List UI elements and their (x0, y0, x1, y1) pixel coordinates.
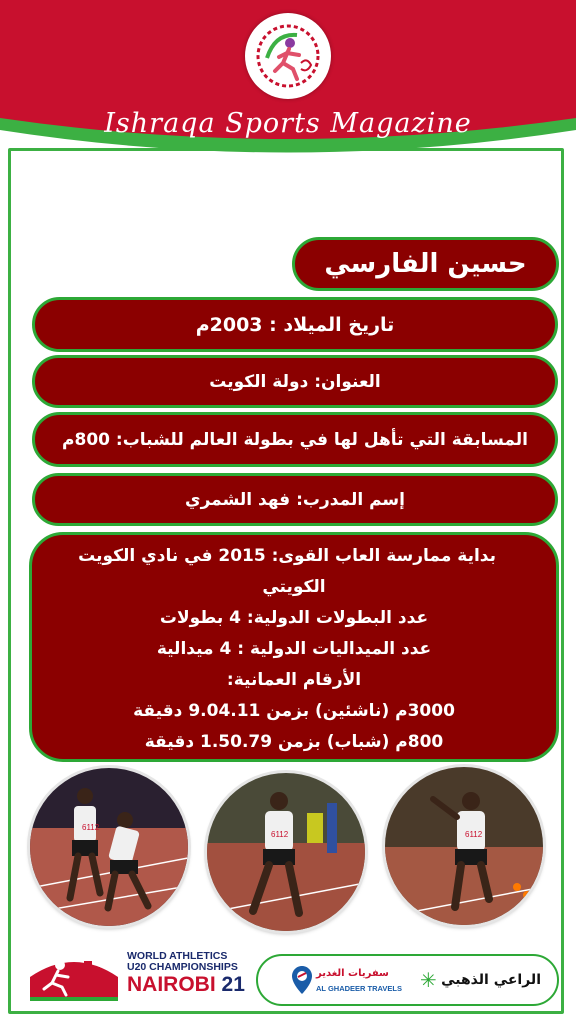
athlete-photo-1 (30, 768, 188, 926)
career-start: بداية ممارسة العاب القوى: 2015 في نادي الكويت (78, 546, 496, 566)
career-info-box (29, 532, 559, 762)
athlete-photo-3 (385, 767, 543, 925)
bib-number-2: 6112 (271, 830, 289, 839)
athlete-photo-2 (207, 773, 365, 931)
bib-number-3: 6112 (465, 830, 483, 839)
birth-date: تاريخ الميلاد : 2003م (32, 297, 558, 352)
location-pin-icon (292, 966, 312, 996)
record-3000: 3000م (ناشئين) بزمن 9.04.11 دقيقة (133, 701, 455, 721)
wa-city-line (127, 973, 245, 997)
travel-name-ar: سفريات الغدير (316, 968, 389, 979)
career-start-cont: الكويتي (262, 577, 326, 597)
medals-count: عدد الميداليات الدولية : 4 ميدالية (156, 639, 432, 659)
gold-sponsor-label: الراعي الذهبي (441, 972, 541, 988)
bib-number-1: 6112 (82, 823, 100, 832)
travel-name-en: AL GHADEER TRAVELS (316, 984, 402, 993)
championships-count: عدد البطولات الدولية: 4 بطولات (159, 608, 429, 628)
coach-name: إسم المدرب: فهد الشمري (32, 473, 558, 526)
records-heading: الأرقام العمانية: (226, 670, 362, 690)
sparkle-icon: ✳ (420, 968, 437, 992)
record-800: 800م (شباب) بزمن 1.50.79 دقيقة (144, 732, 444, 752)
wa-city: NAIROBI (127, 973, 216, 996)
wa-line1: WORLD ATHLETICS (127, 950, 228, 962)
address: العنوان: دولة الكويت (32, 355, 558, 408)
runner-logo-icon (245, 13, 331, 99)
wa-championship-text (127, 951, 245, 997)
qualified-event: المسابقة التي تأهل لها في بطولة العالم للشباب: 800م (32, 412, 558, 467)
athlete-name: حسين الفارسي (292, 237, 559, 291)
wa-line2: U20 CHAMPIONSHIPS (127, 961, 238, 973)
world-athletics-logo-icon (24, 947, 124, 1007)
wa-year: 21 (221, 973, 245, 996)
magazine-title: Ishraqa Sports Magazine (104, 108, 472, 139)
sponsor-box (256, 954, 559, 1006)
magazine-logo (245, 13, 331, 99)
